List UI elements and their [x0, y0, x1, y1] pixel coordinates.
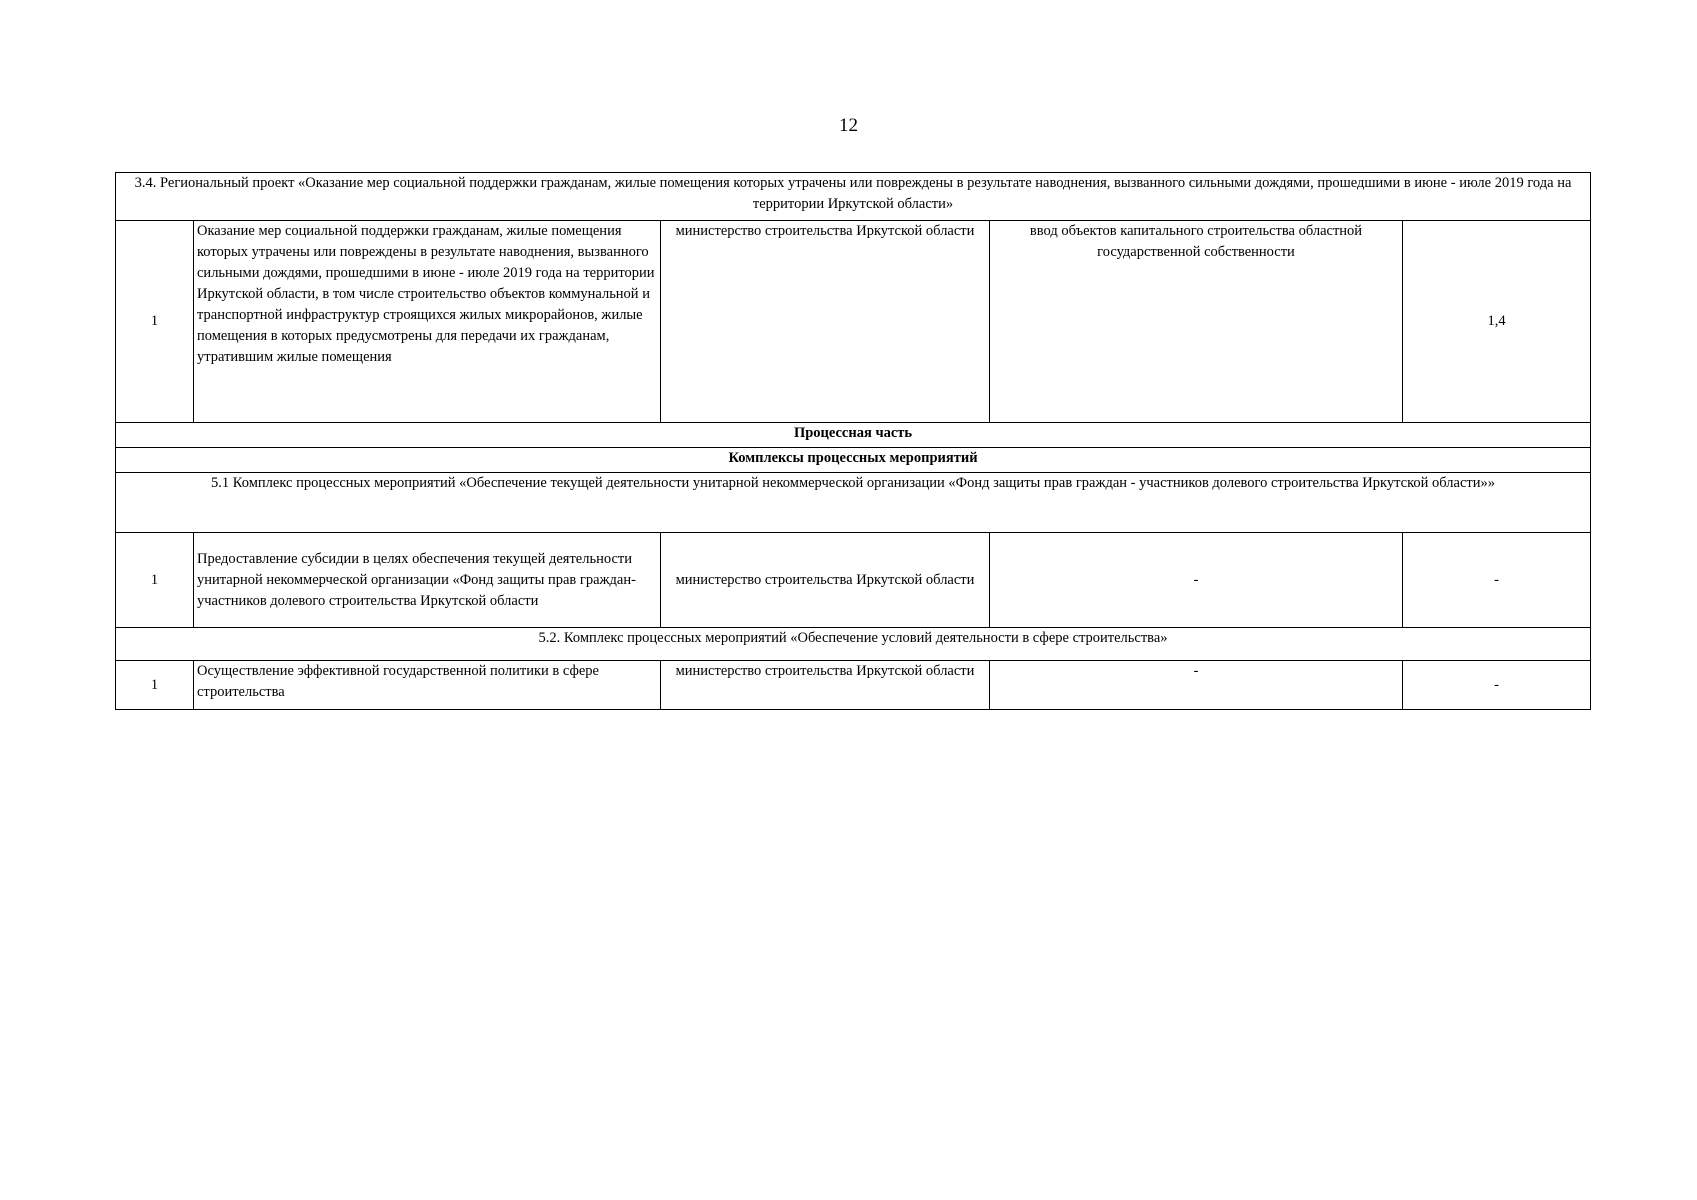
row-number: 1: [116, 661, 194, 710]
measure-description: Предоставление субсидии в целях обеспечения текущей деятельности унитарной некоммерческой организации «Фонд защиты прав граждан-участников долевого строительства Иркутской области: [194, 533, 661, 628]
measure-executor: министерство строительства Иркутской области: [661, 661, 990, 710]
regional-project-heading-row: [116, 173, 1591, 221]
measure-result: ввод объектов капитального строительства областной государственной собственности: [990, 221, 1403, 423]
measure-executor: министерство строительства Иркутской области: [661, 221, 990, 423]
measures-table: [115, 172, 1591, 710]
table-row: [116, 661, 1591, 710]
complex-5-1-heading: 5.1 Комплекс процессных мероприятий «Обеспечение текущей деятельности унитарной некоммерческой организации «Фонд защиты прав граждан - участников долевого строительства Иркутской области»»: [116, 473, 1591, 533]
measure-result: -: [990, 661, 1403, 710]
row-number: 1: [116, 533, 194, 628]
complex-5-1-heading-row: [116, 473, 1591, 533]
process-part-heading: Процессная часть: [116, 423, 1591, 448]
complex-5-2-heading: 5.2. Комплекс процессных мероприятий «Обеспечение условий деятельности в сфере строительства»: [116, 628, 1591, 661]
measure-description: Осуществление эффективной государственной политики в сфере строительства: [194, 661, 661, 710]
process-complexes-heading: Комплексы процессных мероприятий: [116, 448, 1591, 473]
table-row: [116, 221, 1591, 423]
process-complexes-heading-row: [116, 448, 1591, 473]
table-row: [116, 533, 1591, 628]
measure-value: -: [1403, 661, 1591, 710]
regional-project-heading: 3.4. Региональный проект «Оказание мер социальной поддержки гражданам, жилые помещения которых утрачены или повреждены в результате наводнения, вызванного сильными дождями, прошедшими в июне - июле 2019 года на территории Иркутской области»: [116, 173, 1591, 221]
process-part-heading-row: [116, 423, 1591, 448]
complex-5-2-heading-row: [116, 628, 1591, 661]
row-number: 1: [116, 221, 194, 423]
measure-executor: министерство строительства Иркутской области: [661, 533, 990, 628]
page-number: 12: [839, 115, 858, 136]
measure-result: -: [990, 533, 1403, 628]
measure-value: -: [1403, 533, 1591, 628]
measure-value: 1,4: [1403, 221, 1591, 423]
measure-description: Оказание мер социальной поддержки гражданам, жилые помещения которых утрачены или повреждены в результате наводнения, вызванного сильными дождями, прошедшими в июне - июле 2019 года на территории Иркутской области, в том числе строительство объектов коммунальной и транспортной инфраструктур строящихся жилых микрорайонов, жилые помещения в которых предусмотрены для передачи их гражданам, утратившим жилые помещения: [194, 221, 661, 423]
